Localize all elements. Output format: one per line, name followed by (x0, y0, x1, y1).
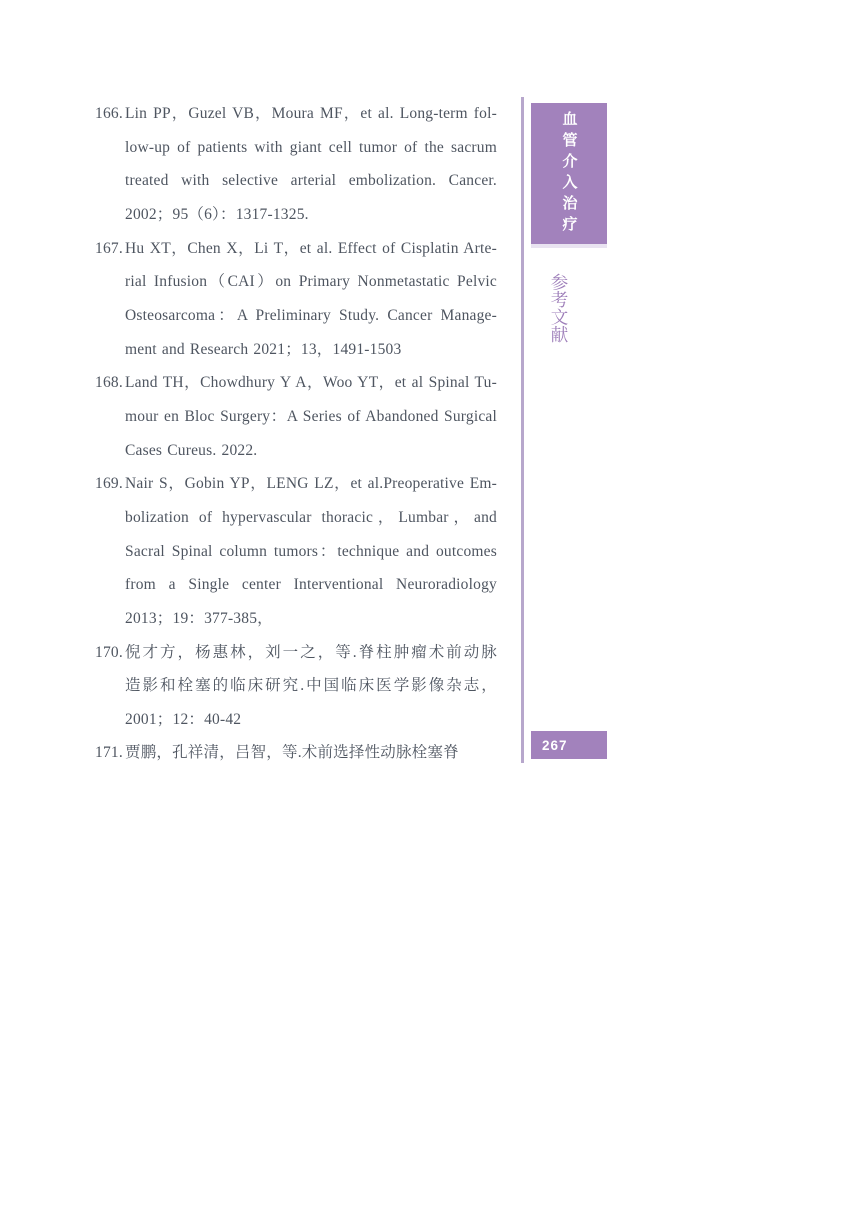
reference-line: 2013；19：377-385， (125, 609, 273, 627)
reference-line: Osteosarcoma：A Preliminary Study. Cancer Manage- (125, 306, 497, 324)
reference-line: 倪才方，杨惠林，刘一之，等.脊柱肿瘤术前动脉 (125, 643, 497, 661)
reference-line: Hu XT，Chen X，Li T，et al. Effect of Cisplatin Arte- (125, 239, 497, 257)
reference-number: 168. (95, 374, 123, 392)
reference-line: Land TH，Chowdhury Y A，Woo YT，et al Spinal Tu- (125, 374, 497, 392)
reference-item (95, 467, 497, 635)
references-list (95, 97, 497, 770)
sidebar-divider-line (521, 97, 524, 763)
reference-line: 贾鹏，孔祥清，吕智，等.术前选择性动脉栓塞脊 (125, 744, 459, 762)
reference-item (95, 636, 497, 737)
reference-line: treated with selective arterial embolization. Cancer. (125, 172, 497, 190)
reference-item (95, 366, 497, 467)
page-number-badge (531, 731, 607, 759)
reference-number: 170. (95, 643, 123, 661)
reference-line: Sacral Spinal column tumors：technique and outcomes (125, 542, 497, 560)
chapter-tab (531, 103, 607, 248)
reference-number: 169. (95, 475, 123, 493)
chapter-tab-label: 血管介入治疗 (560, 110, 578, 237)
reference-line: rial Infusion（CAI）on Primary Nonmetastatic Pelvic (125, 273, 497, 291)
reference-item (95, 736, 497, 770)
page-number: 267 (542, 737, 568, 753)
reference-item (95, 97, 497, 232)
reference-line: mour en Bloc Surgery：A Series of Abandoned Surgical (125, 407, 497, 425)
section-label-text: 参考文献 (548, 273, 568, 343)
reference-line: 造影和栓塞的临床研究.中国临床医学影像杂志， (125, 677, 497, 695)
reference-line: from a Single center Interventional Neuroradiology (125, 576, 497, 594)
reference-line: bolization of hypervascular thoracic，Lumbar，and (125, 508, 497, 526)
reference-line: 2001；12：40-42 (125, 710, 242, 728)
reference-line: ment and Research 2021；13，1491-1503 (125, 340, 402, 358)
section-label (540, 273, 576, 353)
reference-line: Lin PP，Guzel VB，Moura MF，et al. Long-term fol- (125, 105, 497, 122)
reference-item (95, 232, 497, 367)
reference-number: 166. (95, 105, 123, 122)
reference-line: 2002；95（6）：1317-1325. (125, 205, 309, 223)
reference-line: Nair S，Gobin YP，LENG LZ，et al.Preoperative Em- (125, 475, 497, 493)
reference-number: 171. (95, 744, 123, 762)
reference-line: Cases Cureus. 2022. (125, 441, 258, 459)
reference-line: low-up of patients with giant cell tumor of the sacrum (125, 138, 497, 156)
reference-number: 167. (95, 239, 123, 257)
